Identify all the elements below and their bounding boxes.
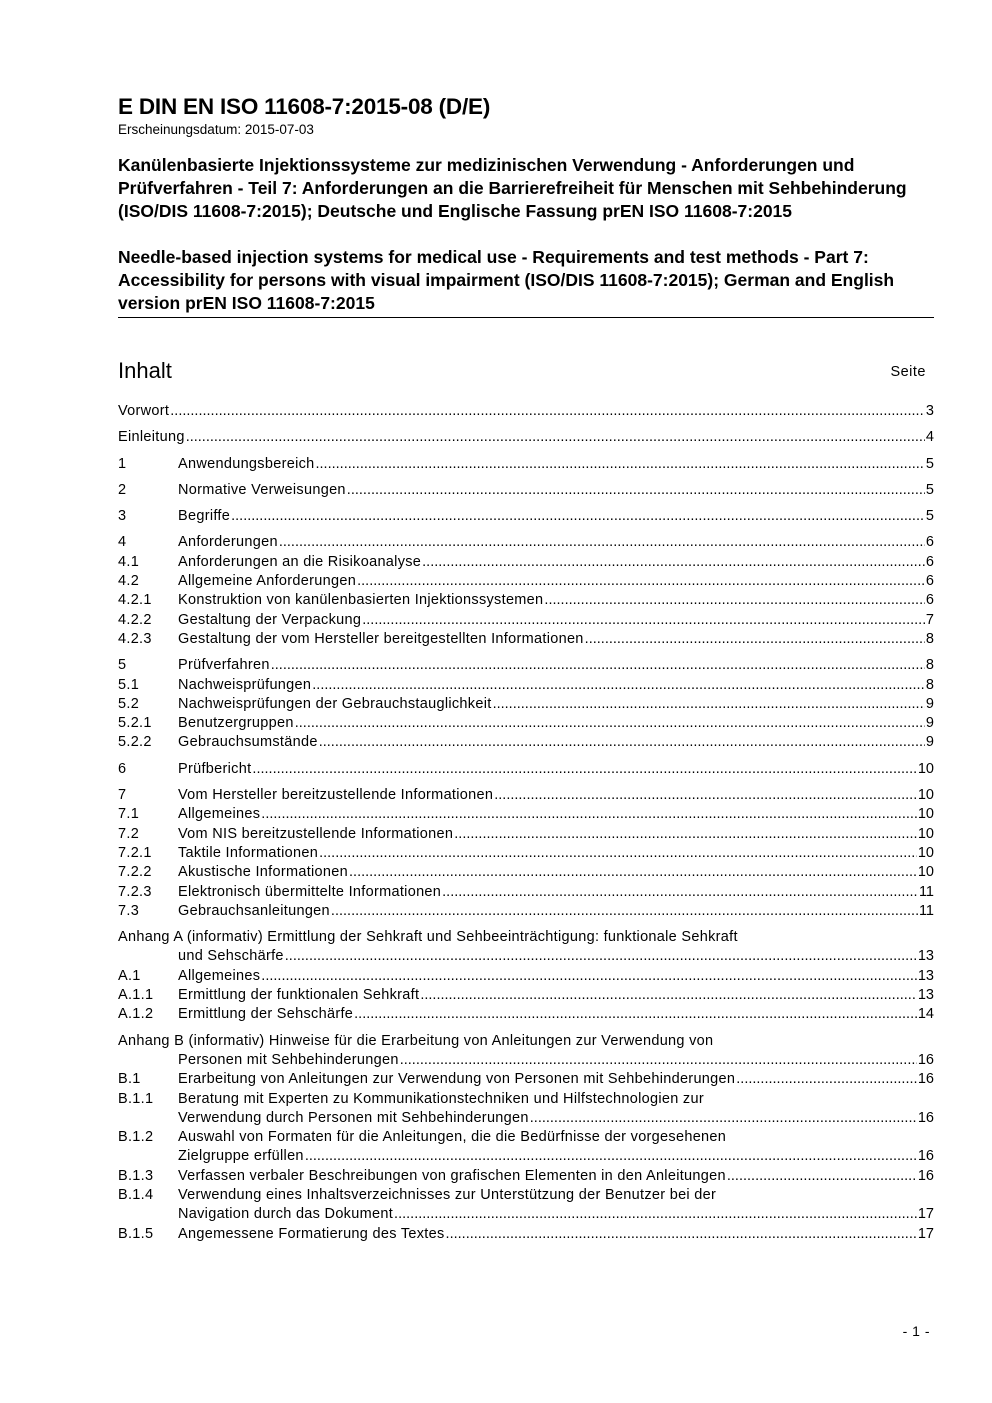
toc-section-number: B.1.4 [118, 1186, 154, 1203]
toc-title: Gebrauchsanleitungen [178, 902, 330, 919]
toc-page-number: 17 [917, 1225, 934, 1242]
dot-leader [316, 455, 925, 474]
toc-title: Verwendung durch Personen mit Sehbehinderungen [178, 1109, 529, 1126]
toc-page-number: 8 [925, 657, 934, 674]
dot-leader [736, 1070, 917, 1089]
toc-entry[interactable] [118, 481, 934, 500]
toc-group [118, 507, 934, 526]
dot-leader [261, 805, 917, 824]
toc-page-number: 16 [917, 1148, 934, 1165]
toc-section-number: 5.1 [118, 676, 140, 693]
toc-section-number: A.1.2 [118, 1006, 154, 1023]
toc-title: Prüfbericht [178, 760, 252, 777]
toc-title: Elektronisch übermittelte Informationen [178, 883, 442, 900]
toc-page-number: 5 [925, 481, 934, 498]
dot-leader [494, 786, 917, 805]
dot-leader [261, 967, 917, 986]
toc-page-number: 10 [917, 806, 934, 823]
toc-section-number: 4.1 [118, 553, 140, 570]
toc-title: Taktile Informationen [178, 844, 319, 861]
toc-page-number: 9 [925, 734, 934, 751]
toc-title: Zielgruppe erfüllen [178, 1148, 304, 1165]
toc-entry[interactable] [118, 714, 934, 733]
toc-title: Gestaltung der Verpackung [178, 611, 362, 628]
dot-leader [493, 695, 925, 714]
dot-leader [347, 481, 925, 500]
toc-group [118, 533, 934, 649]
annex-informative-label: (informativ) [188, 1032, 265, 1049]
toc-section-number: 2 [118, 481, 127, 498]
toc-entry[interactable] [118, 1128, 934, 1167]
dot-leader [170, 402, 925, 421]
toc-group [118, 656, 934, 752]
annex-title-continued: Personen mit Sehbehinderungen [178, 1051, 399, 1068]
toc-entry[interactable] [118, 611, 934, 630]
toc-title: Inhalt [118, 358, 172, 383]
toc-page-number: 6 [925, 573, 934, 590]
toc-title: Vom NIS bereitzustellende Informationen [178, 825, 454, 842]
toc-title: Ermittlung der funktionalen Sehkraft [178, 987, 420, 1004]
toc-entry[interactable] [118, 733, 934, 752]
title-german: Kanülenbasierte Injektionssysteme zur medizinischen Verwendung - Anforderungen und Prüfverfahren - Teil 7: Anforderungen an die Barrierefreiheit für Menschen mit Sehbehinderung (ISO/DIS 11608-7:2015); Deutsche und Englische Fassung prEN ISO 11608-7:2015 [118, 155, 907, 221]
annex-informative-label: (informativ) [186, 929, 263, 946]
toc-page-number: 3 [925, 403, 934, 419]
toc-section-number: 5.2 [118, 695, 140, 712]
dot-leader [446, 1225, 917, 1244]
toc-section-number: 7 [118, 787, 127, 804]
annex-title: Ermittlung der Sehkraft und Sehbeeinträchtigung: funktionale Sehkraft [267, 929, 738, 946]
toc-entry[interactable] [118, 455, 934, 474]
toc-section-number: 7.1 [118, 806, 140, 823]
annex-label: Anhang B [118, 1032, 185, 1049]
toc-entry[interactable] [118, 533, 934, 552]
toc-entry[interactable] [118, 1005, 934, 1024]
toc-entry[interactable] [118, 656, 934, 675]
dot-leader [357, 572, 925, 591]
toc-entry[interactable] [118, 883, 934, 902]
toc-section-number: B.1.1 [118, 1090, 154, 1107]
toc-group [118, 428, 934, 447]
dot-leader [422, 553, 925, 572]
toc-page-number: 16 [917, 1071, 934, 1088]
toc-section-number: B.1.3 [118, 1167, 154, 1184]
toc-entry[interactable] [118, 572, 934, 591]
toc-section-number: 7.2.1 [118, 844, 152, 861]
toc-entry[interactable] [118, 695, 934, 714]
toc-title: Gestaltung der vom Hersteller bereitgestellten Informationen [178, 630, 584, 647]
dot-leader [394, 1205, 917, 1224]
dot-leader [454, 825, 917, 844]
toc-entry[interactable] [118, 630, 934, 649]
toc-page-number: 14 [917, 1006, 934, 1023]
toc-page-number: 8 [925, 630, 934, 647]
toc-page-number: 6 [925, 592, 934, 609]
table-of-contents [118, 402, 934, 1244]
toc-section-number: 3 [118, 508, 127, 525]
toc-page-number: 8 [925, 676, 934, 693]
toc-entry[interactable] [118, 1167, 934, 1186]
toc-title: Akustische Informationen [178, 864, 349, 881]
toc-page-number: 5 [925, 455, 934, 472]
toc-section-number: B.1 [118, 1071, 141, 1088]
toc-page-number: 13 [917, 948, 934, 965]
dot-leader [354, 1005, 917, 1024]
toc-page-number: 16 [917, 1109, 934, 1126]
toc-title: Konstruktion von kanülenbasierten Injektionssystemen [178, 592, 544, 609]
toc-entry[interactable] [118, 676, 934, 695]
toc-page-number: 13 [917, 967, 934, 984]
dot-leader [585, 630, 925, 649]
toc-section-number: 7.3 [118, 902, 140, 919]
toc-entry[interactable] [118, 967, 934, 986]
toc-section-number: 5.2.1 [118, 715, 152, 732]
dot-leader [349, 863, 917, 882]
toc-section-number: A.1.1 [118, 987, 154, 1004]
toc-page-number: 16 [917, 1051, 934, 1068]
toc-page-number: 10 [917, 787, 934, 804]
toc-page-number: 11 [918, 883, 934, 900]
toc-section-number: B.1.2 [118, 1129, 154, 1146]
toc-section-number: 5.2.2 [118, 734, 152, 751]
title-english: Needle-based injection systems for medical use - Requirements and test methods - Part 7: Accessibility for persons with visual impairment (ISO/DIS 11608-7:2015); German and English version prEN ISO 11608-7:2015 [118, 246, 934, 318]
toc-group [118, 402, 934, 421]
toc-page-number: 13 [917, 987, 934, 1004]
toc-group [118, 928, 934, 1024]
dot-leader [271, 656, 925, 675]
toc-title: Gebrauchsumstände [178, 734, 318, 751]
toc-section-number: 4.2.3 [118, 630, 152, 647]
toc-entry[interactable] [118, 805, 934, 824]
toc-page-number: 10 [917, 760, 934, 777]
toc-title: Allgemeines [178, 967, 261, 984]
toc-title: Anforderungen [178, 534, 278, 551]
toc-title: Navigation durch das Dokument [178, 1206, 394, 1223]
toc-entry-annex[interactable] [118, 928, 934, 967]
toc-page-number: 9 [925, 695, 934, 712]
dot-leader [727, 1167, 917, 1186]
dot-leader [319, 844, 917, 863]
toc-page-number: 7 [925, 611, 934, 628]
toc-page-number: 10 [917, 844, 934, 861]
toc-header [118, 356, 934, 386]
toc-title: Ermittlung der Sehschärfe [178, 1006, 354, 1023]
toc-page-label: Seite [890, 364, 926, 380]
toc-title: Allgemeine Anforderungen [178, 573, 357, 590]
toc-title: Anforderungen an die Risikoanalyse [178, 553, 422, 570]
toc-title: Nachweisprüfungen [178, 676, 312, 693]
dot-leader [285, 947, 917, 966]
toc-entry[interactable] [118, 1225, 934, 1244]
toc-page-number: 11 [918, 902, 934, 919]
toc-section-number: B.1.5 [118, 1225, 154, 1242]
toc-group [118, 760, 934, 779]
toc-entry[interactable] [118, 507, 934, 526]
dot-leader [442, 883, 918, 902]
toc-section-number: 7.2 [118, 825, 140, 842]
dot-leader [305, 1147, 917, 1166]
toc-entry[interactable] [118, 428, 934, 447]
document-id: E DIN EN ISO 11608-7:2015-08 (D/E) [118, 94, 491, 119]
toc-page-number: 10 [917, 825, 934, 842]
dot-leader [544, 591, 925, 610]
dot-leader [400, 1051, 917, 1070]
toc-section-number: 7.2.2 [118, 864, 152, 881]
toc-entry[interactable] [118, 1186, 934, 1225]
toc-entry[interactable] [118, 402, 934, 421]
toc-entry[interactable] [118, 825, 934, 844]
toc-page-number: 6 [925, 534, 934, 551]
toc-title-line: Auswahl von Formaten für die Anleitungen, die die Bedürfnisse der vorgesehenen [178, 1129, 727, 1146]
toc-group [118, 1032, 934, 1244]
toc-title: Nachweisprüfungen der Gebrauchstauglichkeit [178, 695, 492, 712]
toc-entry[interactable] [118, 1070, 934, 1089]
toc-page-number: 9 [925, 715, 934, 732]
dot-leader [231, 507, 925, 526]
toc-group [118, 481, 934, 500]
toc-page-number: 17 [917, 1206, 934, 1223]
toc-section-number: 6 [118, 760, 127, 777]
toc-entry-annex[interactable] [118, 1032, 934, 1071]
toc-entry[interactable] [118, 844, 934, 863]
toc-section-number: 4 [118, 534, 127, 551]
toc-section-number: 4.2.1 [118, 592, 152, 609]
toc-title: Anwendungsbereich [178, 455, 315, 472]
toc-title: Verfassen verbaler Beschreibungen von grafischen Elementen in den Anleitungen [178, 1167, 726, 1184]
toc-page-number: 10 [917, 864, 934, 881]
toc-entry[interactable] [118, 760, 934, 779]
toc-page-number: 4 [925, 429, 934, 446]
annex-title-continued: und Sehschärfe [178, 948, 284, 965]
toc-group [118, 455, 934, 474]
toc-title-line: Beratung mit Experten zu Kommunikationstechniken und Hilfstechnologien zur [178, 1090, 704, 1107]
toc-title: Allgemeines [178, 806, 261, 823]
document-page [118, 92, 934, 1251]
toc-entry[interactable] [118, 591, 934, 610]
toc-page-number: 5 [925, 508, 934, 525]
toc-section-number: 4.2.2 [118, 611, 152, 628]
toc-title: Prüfverfahren [178, 657, 270, 674]
toc-group [118, 786, 934, 921]
toc-title: Erarbeitung von Anleitungen zur Verwendung von Personen mit Sehbehinderungen [178, 1071, 736, 1088]
annex-title: Hinweise für die Erarbeitung von Anleitungen zur Verwendung von [268, 1032, 714, 1049]
toc-entry[interactable] [118, 902, 934, 921]
page-number: - 1 - [902, 1323, 930, 1339]
toc-section-number: 1 [118, 455, 127, 472]
toc-title: Vom Hersteller bereitzustellende Informationen [178, 787, 494, 804]
toc-title: Vorwort [118, 403, 170, 419]
dot-leader [186, 428, 925, 447]
publication-date: Erscheinungsdatum: 2015-07-03 [118, 122, 314, 137]
toc-entry[interactable] [118, 986, 934, 1005]
dot-leader [312, 676, 925, 695]
toc-section-number: A.1 [118, 967, 141, 984]
toc-title: Benutzergruppen [178, 715, 294, 732]
dot-leader [362, 611, 925, 630]
dot-leader [530, 1109, 917, 1128]
toc-entry[interactable] [118, 863, 934, 882]
toc-entry[interactable] [118, 1090, 934, 1129]
toc-title: Einleitung [118, 429, 185, 446]
toc-section-number: 5 [118, 657, 127, 674]
annex-label: Anhang A [118, 929, 183, 946]
toc-page-number: 6 [925, 553, 934, 570]
toc-title: Begriffe [178, 508, 231, 525]
dot-leader [420, 986, 917, 1005]
toc-entry[interactable] [118, 553, 934, 572]
dot-leader [279, 533, 925, 552]
toc-entry[interactable] [118, 786, 934, 805]
toc-section-number: 7.2.3 [118, 883, 152, 900]
dot-leader [295, 714, 925, 733]
dot-leader [319, 733, 925, 752]
toc-section-number: 4.2 [118, 573, 140, 590]
toc-title-line: Verwendung eines Inhaltsverzeichnisses zur Unterstützung der Benutzer bei der [178, 1186, 717, 1203]
toc-page-number: 16 [917, 1167, 934, 1184]
toc-title: Angemessene Formatierung des Textes [178, 1225, 445, 1242]
dot-leader [252, 760, 916, 779]
toc-title: Normative Verweisungen [178, 481, 346, 498]
dot-leader [331, 902, 918, 921]
